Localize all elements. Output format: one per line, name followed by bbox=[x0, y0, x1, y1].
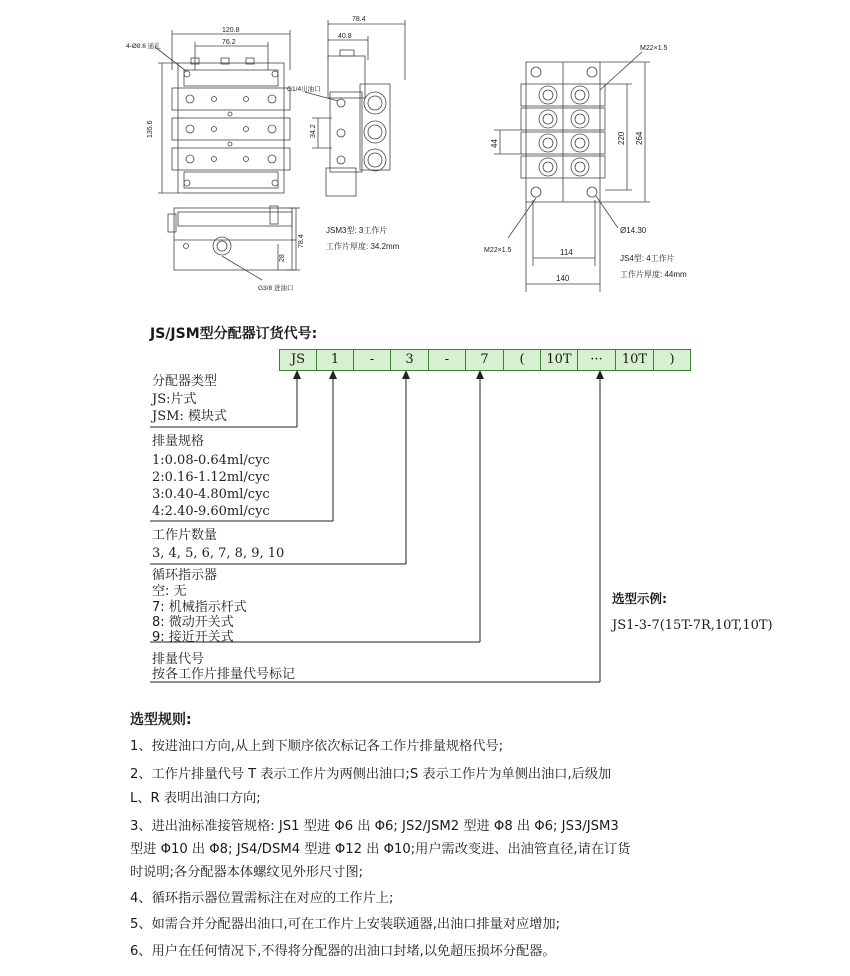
legend-type-jsm: JSM: 模块式 bbox=[152, 409, 227, 424]
rule-3: 3、进出油标准接管规格: JS1 型进 Φ6 出 Φ6; JS2/JSM2 型进 Φ8 出 Φ6; JS3/JSM3 bbox=[130, 819, 619, 834]
js4-thread-bottom: M22×1.5 bbox=[484, 247, 512, 254]
legend-indicator-9: 9: 接近开关式 bbox=[152, 630, 234, 645]
legend-indicator-7: 7: 机械指示杆式 bbox=[152, 600, 247, 615]
code-cell-paren-close: ) bbox=[654, 349, 691, 371]
hole-note: 4-Ø8.6 通孔 bbox=[126, 43, 161, 50]
js4-note-1: JS4型: 4工作片 bbox=[620, 254, 675, 263]
legend-code-desc: 按各工作片排量代号标记 bbox=[152, 667, 296, 682]
dim-34-2: 34.2 bbox=[310, 124, 317, 138]
code-cell-dash-1: - bbox=[354, 349, 391, 371]
order-code-title: JS/JSM型分配器订货代号: bbox=[150, 326, 318, 342]
rule-4: 4、循环指示器位置需标注在对应的工作片上; bbox=[130, 891, 394, 906]
code-cell-pieces: 3 bbox=[391, 349, 429, 371]
legend-indicator-heading: 循环指示器 bbox=[152, 568, 218, 583]
legend-displacement-heading: 排量规格 bbox=[152, 434, 205, 449]
legend-displacement-2: 2:0.16-1.12ml/cyc bbox=[152, 470, 270, 485]
dim-135-6: 135.6 bbox=[147, 120, 154, 138]
legend-type-heading: 分配器类型 bbox=[152, 374, 218, 389]
code-cell-indicator: 7 bbox=[466, 349, 504, 371]
rule-2-cont: L、R 表明出油口方向; bbox=[130, 791, 261, 806]
dim-78-4-side: 78.4 bbox=[298, 234, 305, 248]
rule-3-cont-2: 时说明;各分配器本体螺纹见外形尺寸图; bbox=[130, 865, 364, 880]
legend-type-js: JS:片式 bbox=[152, 392, 197, 407]
js4-dim-44: 44 bbox=[490, 139, 499, 148]
dim-78-4-top: 78.4 bbox=[352, 16, 366, 23]
legend-displacement-4: 4:2.40-9.60ml/cyc bbox=[152, 504, 270, 519]
code-cell-dash-2: - bbox=[429, 349, 466, 371]
code-cell-displacement: 1 bbox=[317, 349, 354, 371]
port-note: G1/4出油口 bbox=[287, 86, 321, 93]
inlet-note: G3/8 进油口 bbox=[258, 285, 294, 292]
code-cell-ellipsis: ··· bbox=[578, 349, 616, 371]
rules-title: 选型规则: bbox=[130, 712, 192, 728]
dim-28: 28 bbox=[279, 254, 286, 262]
rule-6: 6、用户在任何情况下,不得将分配器的出油口封堵,以免超压损坏分配器。 bbox=[130, 944, 556, 959]
legend-pieces-values: 3, 4, 5, 6, 7, 8, 9, 10 bbox=[152, 546, 285, 561]
jsm3-note-2: 工作片厚度: 34.2mm bbox=[326, 242, 400, 251]
example-title: 选型示例: bbox=[612, 591, 667, 606]
code-cell-code-n: 10T bbox=[616, 349, 654, 371]
legend-indicator-8: 8: 微动开关式 bbox=[152, 615, 234, 630]
rule-3-cont-1: 型进 Φ10 出 Φ8; JS4/DSM4 型进 Φ12 出 Φ10;用户需改变进、出油管直径,请在订货 bbox=[130, 842, 631, 857]
dim-120-8: 120.8 bbox=[222, 27, 240, 34]
rule-1: 1、按进油口方向,从上到下顺序依次标记各工作片排量规格代号; bbox=[130, 739, 504, 754]
js4-hole: Ø14.30 bbox=[620, 226, 647, 235]
js4-dim-140: 140 bbox=[556, 274, 570, 283]
jsm3-note-1: JSM3型: 3工作片 bbox=[326, 226, 388, 235]
js4-note-2: 工作片厚度: 44mm bbox=[620, 270, 687, 279]
rule-2: 2、工作片排量代号 T 表示工作片为两侧出油口;S 表示工作片为单侧出油口,后级加 bbox=[130, 767, 612, 782]
js4-dim-114: 114 bbox=[560, 248, 573, 257]
legend-code-heading: 排量代号 bbox=[152, 652, 205, 667]
legend-indicator-none: 空: 无 bbox=[152, 584, 187, 599]
js4-dim-220: 220 bbox=[617, 131, 626, 145]
example-value: JS1-3-7(15T-7R,10T,10T) bbox=[612, 618, 773, 633]
legend-pieces-heading: 工作片数量 bbox=[152, 528, 218, 543]
code-cell-code-1: 10T bbox=[541, 349, 578, 371]
dim-40-8: 40.8 bbox=[338, 33, 352, 40]
dim-76-2: 76.2 bbox=[222, 39, 236, 46]
js4-thread-top: M22×1.5 bbox=[640, 45, 668, 52]
js4-dim-264: 264 bbox=[635, 131, 644, 145]
code-cell-paren-open: ( bbox=[504, 349, 541, 371]
legend-displacement-3: 3:0.40-4.80ml/cyc bbox=[152, 487, 270, 502]
rule-5: 5、如需合并分配器出油口,可在工作片上安装联通器,出油口排量对应增加; bbox=[130, 917, 561, 932]
code-cell-type: JS bbox=[279, 349, 317, 371]
legend-displacement-1: 1:0.08-0.64ml/cyc bbox=[152, 453, 270, 468]
